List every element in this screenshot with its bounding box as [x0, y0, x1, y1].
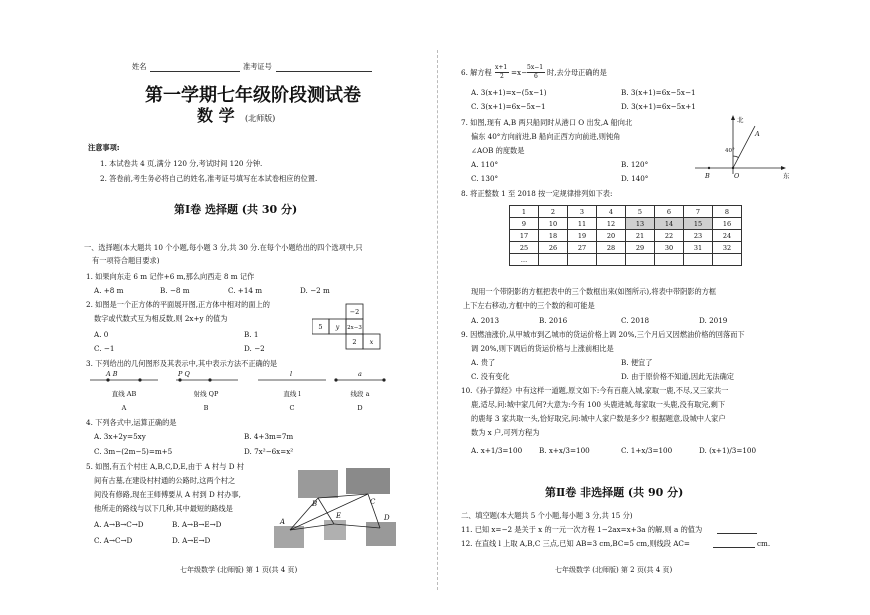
- q7-stem-1: 7. 如图,现有 A,B 两只船同时从港口 O 出发,A 船向北: [461, 118, 633, 127]
- q2-option-d: D. −2: [244, 344, 265, 353]
- compass-point-o: O: [734, 172, 740, 180]
- q11-stem: 11. 已知 x=−2 是关于 x 的一元一次方程 1−2ax=x+3a 的解,则 a 的值为: [461, 525, 703, 534]
- q8-option-d: D. 2019: [699, 316, 728, 325]
- q8-option-b: B. 2016: [539, 316, 568, 325]
- subject-title: 数 学: [197, 106, 235, 125]
- q10-option-a: A. x+1/3=100: [471, 446, 523, 455]
- net-cell-right: 2x−3: [347, 325, 362, 331]
- q5-stem-4: 他所走的路线与以下几种,其中最短的路线是: [94, 504, 233, 513]
- table-cell: 20: [597, 230, 626, 242]
- q10-option-c: C. 1+x/3=100: [621, 446, 673, 455]
- net-cell-left: 5: [318, 323, 323, 331]
- q5-stem-3: 间没有修路,现在王师傅要从 A 村到 D 村办事,: [94, 490, 241, 499]
- q8-stem: 8. 将正整数 1 至 2018 按一定规律排列如下表:: [461, 189, 613, 198]
- part1-instruction-2: 有一项符合题目要求): [92, 256, 160, 265]
- table-cell: 22: [655, 230, 684, 242]
- q10-stem-3: 的鹿每 3 家共取一头,恰好取完,问:城中人家户数是多少? 根据题意,设城中人家户: [471, 414, 726, 423]
- q6-stem-a: 6. 解方程: [461, 68, 492, 77]
- q1-stem: 1. 如果向东走 6 m 记作+6 m,那么向西走 8 m 记作: [86, 272, 255, 281]
- q9-stem-1: 9. 因燃油涨价,从甲城市到乙城市的货运价格上调 20%,三个月后又因燃油价格的回落而下: [461, 330, 745, 339]
- compass-point-a: A: [755, 130, 760, 138]
- table-cell: 27: [568, 242, 597, 254]
- table-cell: 24: [713, 230, 742, 242]
- q12-unit: cm.: [757, 539, 771, 548]
- table-cell: 32: [713, 242, 742, 254]
- compass-north-label: 北: [737, 116, 744, 124]
- q6-option-c: C. 3(x+1)=6x−5x−1: [471, 102, 546, 111]
- q2-option-b: B. 1: [244, 330, 259, 339]
- table-cell: 25: [510, 242, 539, 254]
- footer-left: 七年级数学 (北师版) 第 1 页(共 4 页): [180, 566, 298, 574]
- table-cell: 31: [684, 242, 713, 254]
- table-row: [510, 206, 742, 218]
- map-label-d: D: [384, 514, 390, 522]
- notes-heading: 注意事项:: [88, 143, 120, 152]
- table-cell: 15: [684, 218, 713, 230]
- q3-figures: [88, 370, 388, 415]
- table-cell: [539, 254, 568, 266]
- q10-option-b: B. x+x/3=100: [539, 446, 590, 455]
- table-cell: 16: [713, 218, 742, 230]
- part2-title: 第Ⅱ卷 非选择题 (共 90 分): [545, 486, 684, 499]
- q8-option-c: C. 2018: [621, 316, 650, 325]
- q6-mid: =x−: [511, 68, 528, 77]
- footer-right: 七年级数学 (北师版) 第 2 页(共 4 页): [555, 566, 673, 574]
- map-label-a: A: [280, 518, 286, 526]
- q9-option-c: C. 没有变化: [471, 372, 510, 381]
- q10-stem-1: 10.《孙子算经》中有这样一道题,原文如下:今有百鹿入城,家取一鹿,不尽,又三家共一: [461, 386, 729, 395]
- table-cell: 17: [510, 230, 539, 242]
- q1-option-d: D. −2 m: [300, 286, 330, 295]
- q8-after-2: 上下左右移动,方框中的三个数的和可能是: [463, 301, 595, 310]
- q8-after-1: 现用一个带阴影的方框把表中的三个数框出来(如图所示),将表中带阴影的方框: [471, 287, 717, 296]
- table-cell: 1: [510, 206, 539, 218]
- table-cell: [568, 254, 597, 266]
- table-cell: 10: [539, 218, 568, 230]
- q12-stem: 12. 在直线 l 上取 A,B,C 三点,已知 AB=3 cm,BC=5 cm,则线段 AC=: [461, 539, 690, 548]
- table-cell: [655, 254, 684, 266]
- q4-option-d: D. 7x²−6x=x²: [244, 447, 294, 456]
- part1-title: 第Ⅰ卷 选择题 (共 30 分): [174, 203, 298, 216]
- village-photo-a: [274, 526, 304, 548]
- table-cell: 2: [539, 206, 568, 218]
- q6-option-d: D. 3(x+1)=6x−5x+1: [621, 102, 696, 111]
- table-cell: 13: [626, 218, 655, 230]
- exam-no-label: 准考证号: [243, 62, 272, 71]
- table-cell: 14: [655, 218, 684, 230]
- q2-option-c: C. −1: [94, 344, 115, 353]
- village-photo-c: [346, 468, 390, 494]
- q4-stem: 4. 下列各式中,运算正确的是: [86, 418, 177, 427]
- table-cell: 26: [539, 242, 568, 254]
- q2-option-a: A. 0: [94, 330, 109, 339]
- table-cell: [626, 254, 655, 266]
- table-cell: 6: [655, 206, 684, 218]
- compass-figure: [693, 112, 793, 184]
- table-cell: 12: [597, 218, 626, 230]
- exam-no-blank: [276, 71, 372, 72]
- village-map-figure: [270, 464, 400, 556]
- table-cell: 8: [713, 206, 742, 218]
- table-cell: 28: [597, 242, 626, 254]
- part2-instruction: 二、填空题(本大题共 5 个小题,每小题 3 分,共 15 分): [461, 511, 633, 520]
- net-cell-bottom-right: x: [369, 338, 374, 346]
- q10-stem-4: 数为 x 户,可列方程为: [471, 428, 540, 437]
- q1-option-a: A. +8 m: [94, 286, 124, 295]
- table-cell: 18: [539, 230, 568, 242]
- note-2: 2. 答卷前,考生务必将自己的姓名,准考证号填写在本试卷相应的位置.: [100, 174, 318, 183]
- q7-stem-3: ∠AOB 的度数是: [471, 146, 525, 155]
- q3-fig-a-caption: 直线 AB: [111, 390, 137, 398]
- village-photo-d: [366, 522, 396, 546]
- q2-stem-1: 2. 如图是一个正方体的平面展开图,正方体中相对的面上的: [86, 300, 270, 309]
- edition-label: (北师版): [245, 114, 276, 123]
- q2-stem-2: 数字或代数式互为相反数,则 2x+y 的值为: [94, 314, 228, 323]
- q3-fig-a-points: A B: [106, 370, 118, 378]
- q7-option-a: A. 110°: [471, 160, 499, 169]
- q3-fig-b-caption: 射线 QP: [193, 390, 219, 398]
- q5-option-a: A. A→B→C→D: [94, 520, 144, 529]
- net-cell-bottom: 2: [352, 338, 357, 346]
- table-cell: [684, 254, 713, 266]
- village-photo-b: [298, 470, 338, 498]
- q3-fig-b-points: P Q: [178, 370, 190, 378]
- map-label-b: B: [312, 500, 318, 508]
- table-cell: 5: [626, 206, 655, 218]
- q1-option-c: C. +14 m: [228, 286, 263, 295]
- q7-option-d: D. 140°: [621, 174, 649, 183]
- map-label-c: C: [370, 498, 376, 506]
- table-cell: 11: [568, 218, 597, 230]
- q3-fig-d-points: a: [358, 370, 362, 378]
- table-cell: 30: [655, 242, 684, 254]
- table-cell: 3: [568, 206, 597, 218]
- table-row: [510, 242, 742, 254]
- q5-option-d: D. A→E→D: [172, 536, 211, 545]
- q7-stem-2: 偏东 40°方向前进,B 船向正西方向前进,则钝角: [471, 132, 621, 141]
- q3-fig-b-letter: B: [203, 404, 209, 412]
- q6-frac1-num: x+1: [495, 64, 508, 71]
- table-cell: [597, 254, 626, 266]
- table-row: [510, 218, 742, 230]
- compass-east-label: 东: [783, 172, 790, 180]
- q5-stem-1: 5. 如图,有五个村庄 A,B,C,D,E,由于 A 村与 D 村: [86, 462, 244, 471]
- net-cell-top: −2: [349, 308, 360, 316]
- q6-stem-b: 时,去分母正确的是: [547, 68, 607, 77]
- exam-title: 第一学期七年级阶段测试卷: [145, 85, 361, 106]
- q3-fig-c-letter: C: [289, 404, 295, 412]
- q6-frac2-num: 5x−1: [527, 64, 544, 71]
- q8-option-a: A. 2013: [471, 316, 500, 325]
- q9-option-a: A. 贵了: [471, 358, 496, 367]
- compass-point-b: B: [705, 172, 710, 180]
- q5-option-b: B. A→B→E→D: [172, 520, 222, 529]
- q7-option-c: C. 130°: [471, 174, 499, 183]
- q3-fig-d-letter: D: [357, 404, 363, 412]
- name-blank: [150, 71, 240, 72]
- q3-fig-a-letter: A: [121, 404, 127, 412]
- note-1: 1. 本试卷共 4 页,满分 120 分,考试时间 120 分钟.: [100, 159, 263, 168]
- q5-option-c: C. A→C→D: [94, 536, 133, 545]
- q6-frac2-den: 6: [534, 73, 538, 80]
- cube-net-figure: [312, 303, 382, 353]
- q3-fig-d-caption: 线段 a: [350, 390, 370, 398]
- page-2: [445, 0, 870, 615]
- q8-number-table: [509, 205, 742, 266]
- q9-stem-2: 调 20%,则下调后的货运价格与上涨前相比是: [471, 344, 614, 353]
- q4-option-b: B. 4+3m=7m: [244, 432, 294, 441]
- q3-fig-c-points: l: [290, 370, 293, 378]
- village-photo-e: [324, 520, 346, 540]
- table-cell: 21: [626, 230, 655, 242]
- part1-instruction-1: 一、选择题(本大题共 10 个小题,每小题 3 分,共 30 分.在每个小题给出的四个选项中,只: [84, 243, 363, 252]
- q6-frac1-den: 2: [500, 73, 504, 80]
- table-cell: …: [510, 254, 539, 266]
- net-cell-mid: y: [335, 323, 340, 331]
- map-label-e: E: [336, 512, 342, 520]
- q11-answer-blank: [717, 533, 757, 534]
- table-cell: 7: [684, 206, 713, 218]
- table-row: [510, 254, 742, 266]
- q4-option-a: A. 3x+2y=5xy: [94, 432, 146, 441]
- q4-option-c: C. 3m−(2m−5)=m+5: [94, 447, 173, 456]
- q10-stem-2: 鹿,适尽,问:城中家几何?大意为:今有 100 头鹿进城,每家取一头鹿,没有取完,剩下: [471, 400, 726, 409]
- q3-fig-c-caption: 直线 l: [283, 390, 301, 398]
- name-label: 姓名: [132, 62, 147, 71]
- compass-angle-label: 40°: [725, 148, 735, 154]
- q10-option-d: D. (x+1)/3=100: [699, 446, 757, 455]
- q1-option-b: B. −8 m: [160, 286, 190, 295]
- table-cell: 29: [626, 242, 655, 254]
- q6-option-b: B. 3(x+1)=6x−5x−1: [621, 88, 696, 97]
- q9-option-b: B. 便宜了: [621, 358, 653, 367]
- table-cell: 19: [568, 230, 597, 242]
- page-divider: [437, 50, 438, 590]
- table-cell: 9: [510, 218, 539, 230]
- q6-option-a: A. 3(x+1)=x−(5x−1): [471, 88, 547, 97]
- table-cell: 23: [684, 230, 713, 242]
- q9-option-d: D. 由于原价格不知道,因此无法确定: [621, 372, 734, 381]
- table-cell: 4: [597, 206, 626, 218]
- q5-stem-2: 间有古墓,在建设村村通的公路时,这两个村之: [94, 476, 236, 485]
- q3-stem: 3. 下列给出的几何图形及其表示中,其中表示方法不正确的是: [86, 359, 278, 368]
- table-cell: [713, 254, 742, 266]
- table-row: [510, 230, 742, 242]
- q7-option-b: B. 120°: [621, 160, 649, 169]
- q12-answer-blank: [713, 547, 755, 548]
